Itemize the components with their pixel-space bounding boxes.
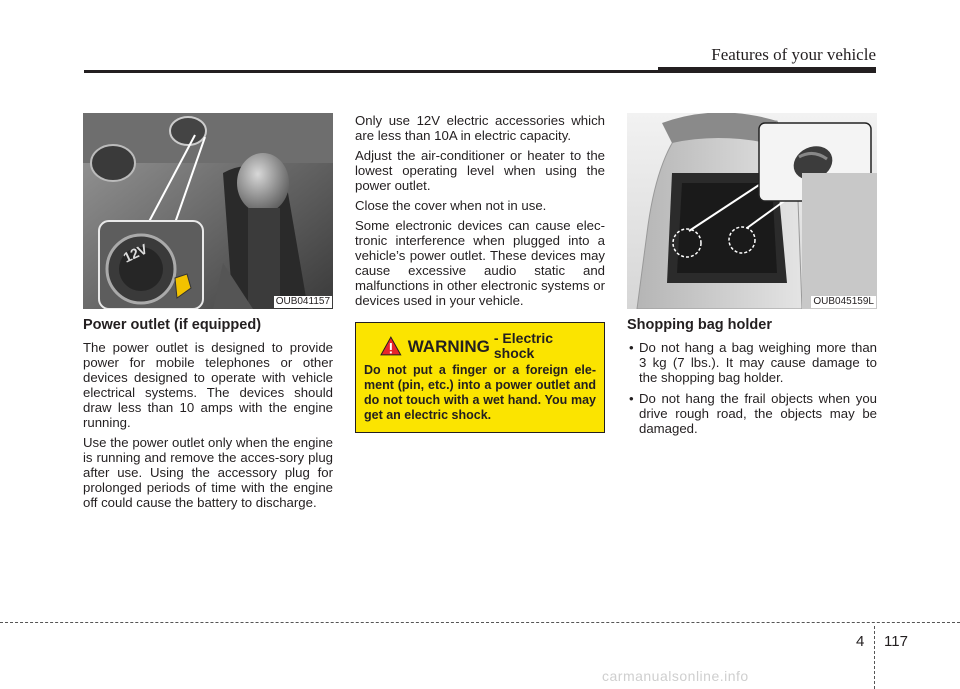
warning-title: WARNING xyxy=(407,336,490,356)
left-column xyxy=(83,113,333,515)
warning-box xyxy=(355,322,605,433)
list-item: • Do not hang a bag weighing more than 3 kg (7 lbs.). It may cause damage to the shopping bag holder. xyxy=(627,340,877,385)
footer-divider xyxy=(874,626,875,689)
paragraph: Adjust the air-conditioner or heater to the lowest operating level when using the power outlet. xyxy=(355,148,605,193)
warning-triangle-icon xyxy=(380,336,402,356)
right-column xyxy=(627,113,877,442)
paragraph: Some electronic devices can cause elec-tronic interference when plugged into a vehicle’s power outlet. These devices may cause excessive audio static and malfunctions in other electronic systems or devices used in your vehicle. xyxy=(355,218,605,308)
middle-column xyxy=(355,113,605,433)
warning-text: Do not put a finger or a foreign ele-ment (pin, etc.) into a power outlet and do not touch with a wet hand. You may get an electric shock. xyxy=(364,363,596,422)
bullet-list xyxy=(627,340,877,436)
page-number: 117 xyxy=(884,633,908,650)
warning-subtitle: - Electric shock xyxy=(493,330,554,361)
paragraph: Use the power outlet only when the engine is running and remove the acces-sory plug after use. Using the accessory plug for prolonged periods of time with the engine off could cause the battery to discharge. xyxy=(83,435,333,510)
shopping-bag-holder-photo xyxy=(627,113,877,309)
section-heading-shopping-bag-holder: Shopping bag holder xyxy=(627,317,772,333)
power-outlet-illustration xyxy=(83,113,333,309)
paragraph: The power outlet is designed to provide power for mobile telephones or other devices designed to operate with vehicle electrical systems. The devices should draw less than 10 amps with the engine running. xyxy=(83,340,333,430)
list-item: • Do not hang the frail objects when you drive rough road, the objects may be damaged. xyxy=(627,391,877,436)
trunk-illustration xyxy=(627,113,877,309)
watermark: carmanualsonline.info xyxy=(602,668,749,684)
header-rule-accent xyxy=(658,67,876,73)
footer-rule xyxy=(0,622,960,623)
photo-code: OUB045159L xyxy=(813,296,874,307)
page-header-title: Features of your vehicle xyxy=(711,45,876,64)
paragraph: Close the cover when not in use. xyxy=(355,198,547,213)
chapter-number: 4 xyxy=(856,633,865,650)
section-heading-power-outlet: Power outlet (if equipped) xyxy=(83,317,262,333)
power-outlet-photo xyxy=(83,113,333,309)
warning-header xyxy=(364,331,596,361)
socket-label: 12V xyxy=(120,240,150,266)
paragraph: Only use 12V electric accessories which are less than 10A in electric capacity. xyxy=(355,113,605,143)
photo-code: OUB041157 xyxy=(275,296,330,307)
